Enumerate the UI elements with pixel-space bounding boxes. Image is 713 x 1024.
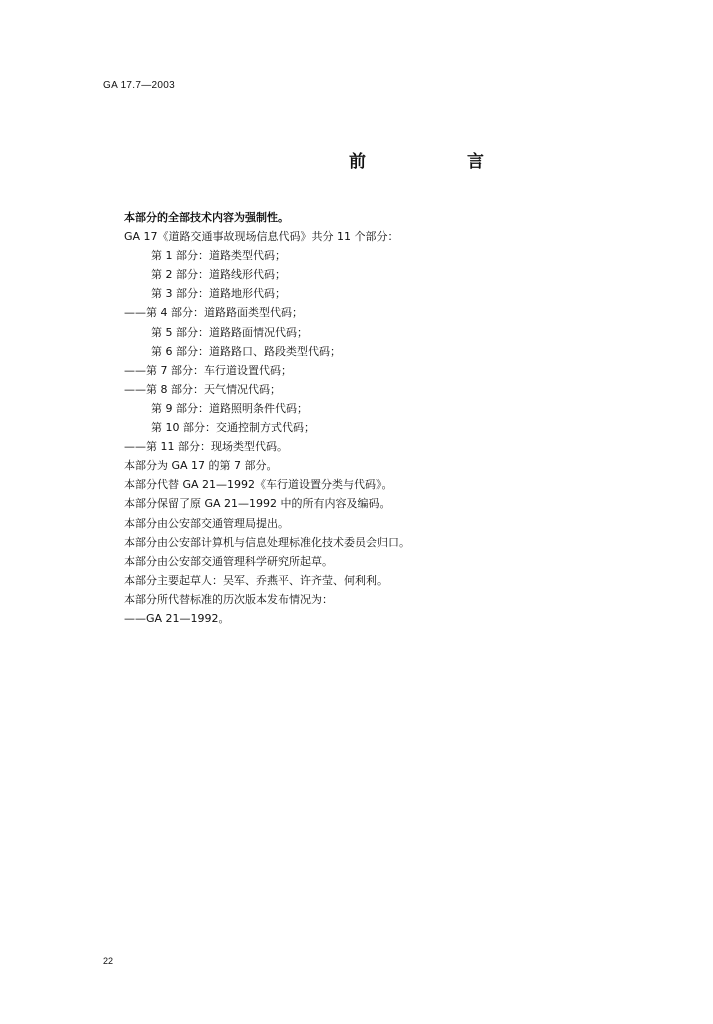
standard-code-header: GA 17.7—2003 [103,80,175,91]
body-line: 本部分为 GA 17 的第 7 部分。 [124,459,278,473]
body-line: ——第 8 部分：天气情况代码； [124,382,281,396]
body-line: 本部分代替 GA 21—1992《车行道设置分类与代码》。 [124,478,393,492]
body-line: 本部分的全部技术内容为强制性。 [124,211,289,224]
page-title: 前 言 [349,152,526,172]
body-line: ——第 7 部分：车行道设置代码； [124,363,292,377]
foreword-body [124,208,624,628]
body-line: 本部分保留了原 GA 21—1992 中的所有内容及编码。 [124,497,391,511]
body-line: 第 10 部分：交通控制方式代码； [151,421,315,435]
body-line: ——第 4 部分：道路路面类型代码； [124,306,303,320]
body-line: 第 1 部分：道路类型代码； [151,249,286,263]
body-line: 本部分所代替标准的历次版本发布情况为： [124,592,333,606]
body-line: 第 3 部分：道路地形代码； [151,287,286,301]
body-line: 本部分由公安部计算机与信息处理标准化技术委员会归口。 [124,535,410,549]
body-line: 本部分主要起草人：吴军、乔燕平、许齐莹、何利利。 [124,573,388,587]
body-line: 第 6 部分：道路路口、路段类型代码； [151,344,341,358]
body-line: 第 2 部分：道路线形代码； [151,268,286,282]
body-line: 第 5 部分：道路路面情况代码； [151,325,308,339]
body-line: 本部分由公安部交通管理局提出。 [124,516,289,530]
body-line: 第 9 部分：道路照明条件代码； [151,401,308,415]
page-number: 22 [103,956,114,966]
body-line: 本部分由公安部交通管理科学研究所起草。 [124,554,333,568]
body-line: ——第 11 部分：现场类型代码。 [124,440,288,454]
body-line: ——GA 21—1992。 [124,611,230,625]
body-line: GA 17《道路交通事故现场信息代码》共分 11 个部分： [124,230,399,244]
